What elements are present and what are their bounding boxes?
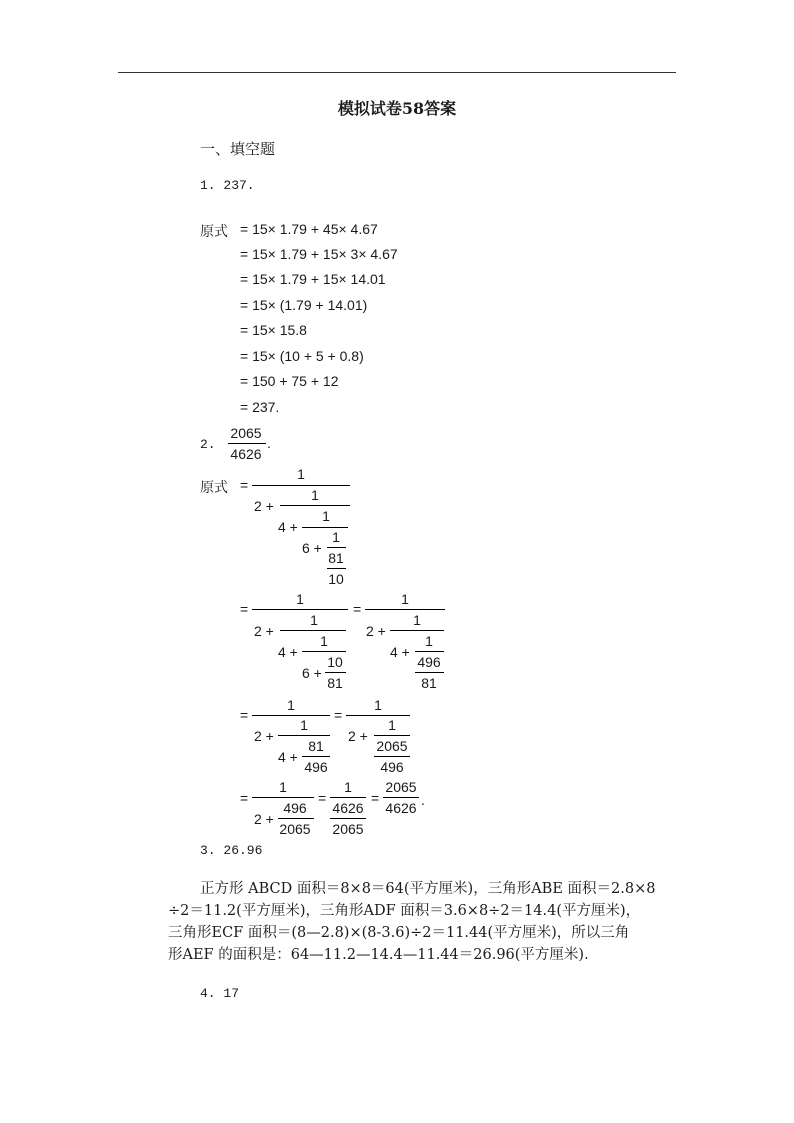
q1-line: = 150 + 75 + 12	[240, 373, 339, 389]
equals-sign: =	[240, 790, 249, 806]
q2-label: 2.	[200, 437, 216, 452]
fraction-bar	[280, 630, 346, 631]
fraction-denominator: 4626	[230, 446, 262, 462]
numerator: 1	[300, 717, 308, 733]
term: 2 +	[254, 811, 274, 827]
numerator: 496	[417, 654, 441, 670]
fraction-bar	[390, 630, 444, 631]
numerator: 1	[401, 591, 409, 607]
numerator: 2065	[376, 738, 408, 754]
numerator: 1	[344, 779, 352, 795]
term: 2 +	[254, 728, 274, 744]
paragraph-line: 正方形 ABCD 面积＝8×8＝64(平方厘米)，三角形ABE 面积＝2.8×8	[200, 881, 656, 897]
fraction-bar	[346, 715, 410, 716]
fraction-bar	[365, 609, 445, 610]
fraction-bar	[302, 756, 330, 757]
equals-sign: =	[353, 601, 362, 617]
numerator: 2065	[385, 779, 417, 795]
denominator: 81	[421, 675, 437, 691]
equals-sign: =	[371, 790, 380, 806]
numerator: 4626	[332, 800, 364, 816]
paragraph-line: 三角形ECF 面积＝(8—2.8)×(8-3.6)÷2＝11.44(平方厘米)，所以三角	[168, 925, 630, 941]
term: 6 +	[302, 665, 322, 681]
denominator: 10	[328, 571, 344, 587]
equals-sign: =	[240, 601, 249, 617]
fraction-bar	[325, 672, 346, 673]
q1-answer: 1. 237.	[200, 178, 255, 193]
fraction-bar	[330, 818, 366, 819]
numerator: 1	[297, 466, 305, 482]
term: 2 +	[366, 623, 386, 639]
fraction-numerator: 2065	[230, 425, 262, 441]
period: .	[267, 435, 271, 451]
q1-line: = 15× (10 + 5 + 0.8)	[240, 348, 364, 364]
numerator: 1	[413, 612, 421, 628]
denominator: 496	[380, 759, 404, 775]
q1-prefix: 原式	[200, 224, 228, 240]
fraction-bar	[252, 797, 314, 798]
fraction-bar	[327, 547, 346, 548]
numerator: 81	[328, 550, 344, 566]
q1-line: = 15× 15.8	[240, 322, 307, 338]
page-title: 模拟试卷58答案	[337, 99, 457, 118]
q1-line: = 237.	[240, 399, 280, 415]
fraction-bar	[252, 715, 330, 716]
denominator: 81	[327, 675, 343, 691]
fraction-bar	[228, 443, 266, 444]
denominator: 2065	[279, 821, 311, 837]
fraction-bar	[330, 797, 366, 798]
equals-sign: =	[334, 707, 343, 723]
numerator: 1	[322, 508, 330, 524]
equals-sign: =	[318, 790, 327, 806]
numerator: 1	[425, 633, 433, 649]
paragraph-line: 形AEF 的面积是：64—11.2—14.4—11.44＝26.96(平方厘米).	[168, 947, 589, 963]
section-heading: 一、填空题	[200, 140, 276, 158]
term: 6 +	[302, 540, 322, 556]
q1-line: = 15× (1.79 + 14.01)	[240, 297, 368, 313]
fraction-bar	[383, 797, 419, 798]
term: 4 +	[278, 519, 298, 535]
equals-sign: =	[240, 707, 249, 723]
term: 4 +	[390, 644, 410, 660]
header-rule	[118, 72, 676, 73]
denominator: 496	[304, 759, 328, 775]
term: 4 +	[278, 644, 298, 660]
numerator: 1	[332, 529, 340, 545]
term: 2 +	[254, 498, 274, 514]
fraction-bar	[374, 756, 410, 757]
fraction-bar	[252, 609, 348, 610]
fraction-bar	[415, 651, 444, 652]
numerator: 1	[296, 591, 304, 607]
term: 4 +	[278, 749, 298, 765]
numerator: 1	[287, 697, 295, 713]
period: .	[421, 792, 425, 808]
fraction-bar	[327, 568, 346, 569]
fraction-bar	[278, 735, 330, 736]
q1-line: = 15× 1.79 + 15× 3× 4.67	[240, 246, 398, 262]
fraction-bar	[302, 651, 346, 652]
fraction-bar	[252, 485, 350, 486]
numerator: 1	[279, 779, 287, 795]
fraction-bar	[280, 505, 350, 506]
fraction-bar	[278, 818, 314, 819]
numerator: 1	[388, 717, 396, 733]
term: 2 +	[254, 623, 274, 639]
fraction-bar	[374, 735, 410, 736]
numerator: 496	[283, 800, 307, 816]
paragraph-line: ÷2＝11.2(平方厘米)，三角形ADF 面积＝3.6×8÷2＝14.4(平方厘米)，	[168, 903, 641, 919]
q4-answer: 4. 17	[200, 986, 240, 1001]
q3-explanation	[168, 878, 728, 966]
numerator: 81	[308, 738, 324, 754]
numerator: 1	[374, 697, 382, 713]
equals-sign: =	[240, 477, 249, 493]
numerator: 1	[310, 612, 318, 628]
q1-line: = 15× 1.79 + 45× 4.67	[240, 221, 378, 237]
numerator: 1	[311, 487, 319, 503]
numerator: 10	[327, 654, 343, 670]
denominator: 2065	[332, 821, 364, 837]
term: 2 +	[348, 728, 368, 744]
fraction-bar	[302, 527, 348, 528]
denominator: 4626	[385, 800, 417, 816]
q1-line: = 15× 1.79 + 15× 14.01	[240, 271, 386, 287]
fraction-bar	[415, 672, 444, 673]
numerator: 1	[320, 633, 328, 649]
q3-answer: 3. 26.96	[200, 843, 263, 858]
q2-prefix: 原式	[200, 480, 228, 496]
